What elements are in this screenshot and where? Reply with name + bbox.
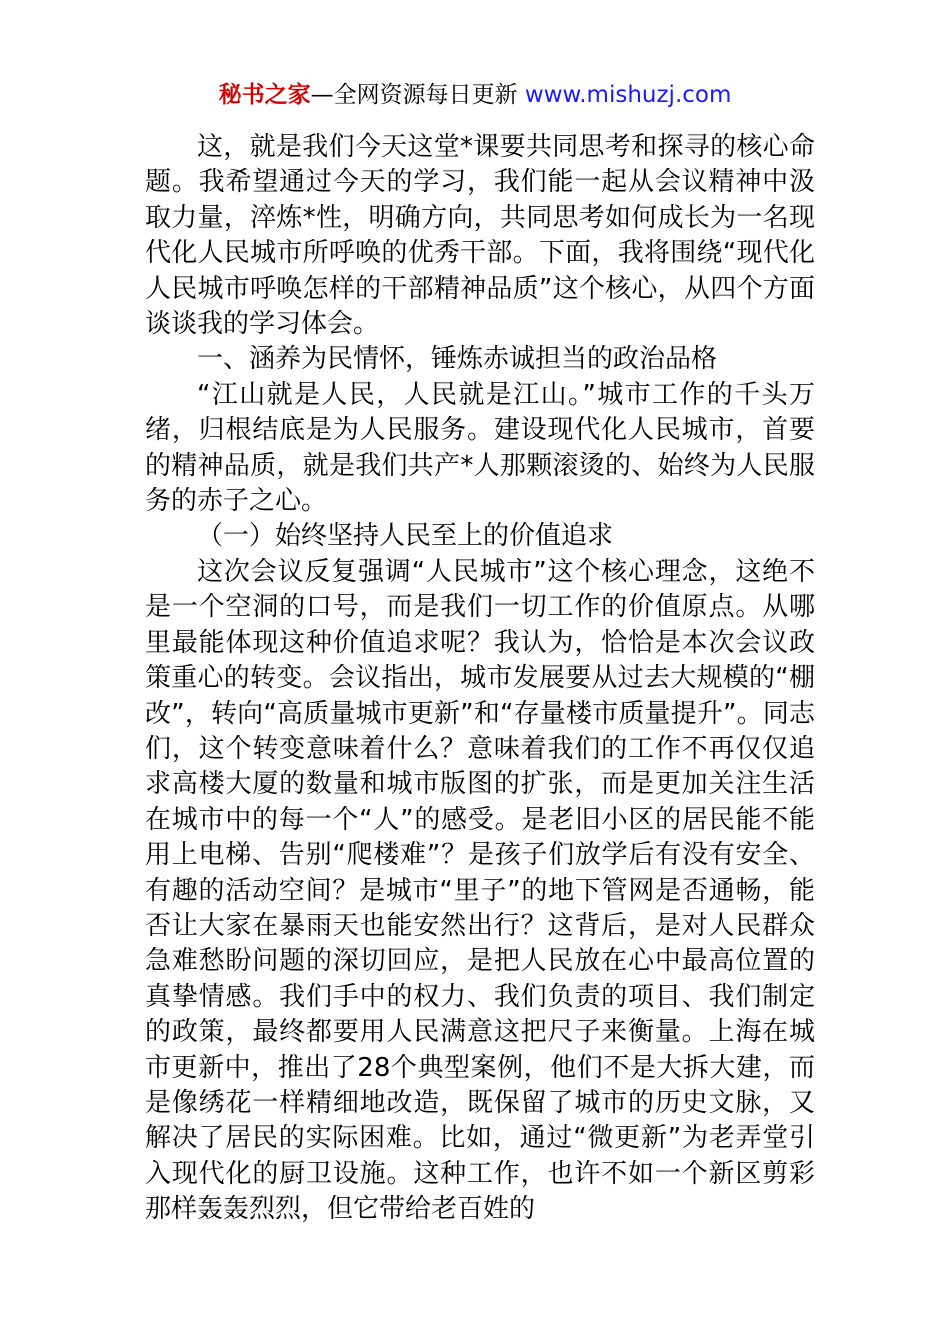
site-url-link[interactable]: www.mishuzj.com xyxy=(524,82,732,108)
paragraph-section-1: “江山就是人民，人民就是江山。”城市工作的千头万绪，归根结底是为人民服务。建设现代化人民城市，首要的精神品质，就是我们共产*人那颗滚烫的、始终为人民服务的赤子之心。 xyxy=(145,379,815,517)
document-body xyxy=(145,130,815,1228)
site-brand: 秘书之家 xyxy=(218,82,311,108)
paragraph-subsection-1-1: 这次会议反复强调“人民城市”这个核心理念，这绝不是一个空洞的口号，而是我们一切工作的价值原点。从哪里最能体现这种价值追求呢？我认为，恰恰是本次会议政策重心的转变。会议指出，城市发展要从过去大规模的“棚改”，转向“高质量城市更新”和“存量楼市质量提升”。同志们，这个转变意味着什么？意味着我们的工作不再仅仅追求高楼大厦的数量和城市版图的扩张，而是更加关注生活在城市中的每一个“人”的感受。是老旧小区的居民能不能用上电梯、告别“爬楼难”？是孩子们放学后有没有安全、有趣的活动空间？是城市“里子”的地下管网是否通畅，能否让大家在暴雨天也能安然出行？这背后，是对人民群众急难愁盼问题的深切回应，是把人民放在心中最高位置的真挚情感。我们手中的权力、我们负责的项目、我们制定的政策，最终都要用人民满意这把尺子来衡量。上海在城市更新中，推出了28个典型案例，他们不是大拆大建，而是像绣花一样精细地改造，既保留了城市的历史文脉，又解决了居民的实际困难。比如，通过“微更新”为老弄堂引入现代化的厨卫设施。这种工作，也许不如一个新区剪彩那样轰轰烈烈，但它带给老百姓的 xyxy=(145,556,815,1225)
site-header xyxy=(0,78,950,112)
site-tagline: —全网资源每日更新 xyxy=(310,82,525,108)
section-heading-1: 一、涵养为民情怀，锤炼赤诚担当的政治品格 xyxy=(197,344,718,375)
paragraph-intro: 这，就是我们今天这堂*课要共同思考和探寻的核心命题。我希望通过今天的学习，我们能一起从会议精神中汲取力量，淬炼*性，明确方向，共同思考如何成长为一名现代化人民城市所呼唤的优秀干部。下面，我将围绕“现代化人民城市呼唤怎样的干部精神品质”这个核心，从四个方面谈谈我的学习体会。 xyxy=(145,132,815,340)
subsection-heading-1-1: （一）始终坚持人民至上的价值追求 xyxy=(197,521,614,552)
